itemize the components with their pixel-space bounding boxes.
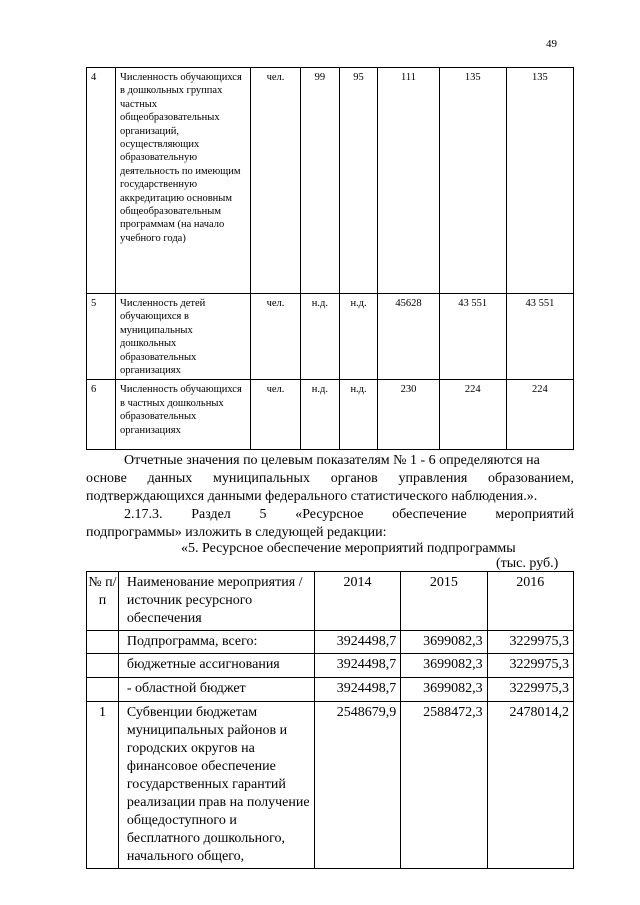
row-name: бюджетные ассигнования xyxy=(118,654,314,678)
value-cell: 95 xyxy=(339,68,378,294)
indicator-name: Численность детей обучающихся в муниципальных дошкольных образовательных организациях xyxy=(116,294,251,380)
row-number: 5 xyxy=(87,294,116,380)
table-row xyxy=(87,380,574,450)
value-cell: 224 xyxy=(439,380,506,450)
paragraph-line: Отчетные значения по целевым показателям № 1 - 6 определяются на xyxy=(124,453,540,468)
value-cell: 135 xyxy=(439,68,506,294)
unit-cell: чел. xyxy=(251,294,301,380)
header-name: Наименование мероприятия / источник ресурсного обеспечения xyxy=(118,572,314,631)
value-cell: 3924498,7 xyxy=(314,654,400,678)
table-row xyxy=(87,294,574,380)
header-num: № п/п xyxy=(87,572,119,631)
header-year: 2014 xyxy=(314,572,400,631)
row-number xyxy=(87,654,119,678)
value-cell: 2478014,2 xyxy=(487,702,573,869)
indicator-name: Численность обучающихся в частных дошкольных образовательных организациях xyxy=(116,380,251,450)
value-cell: н.д. xyxy=(339,380,378,450)
row-name: Подпрограмма, всего: xyxy=(118,631,314,654)
table-row xyxy=(87,654,574,678)
value-cell: 3924498,7 xyxy=(314,631,400,654)
row-name: - областной бюджет xyxy=(118,678,314,702)
row-number xyxy=(87,678,119,702)
page-number: 49 xyxy=(546,38,557,50)
value-cell: н.д. xyxy=(301,380,340,450)
table-row xyxy=(87,678,574,702)
paragraph-line: основе данных муниципальных органов управления образованием, xyxy=(86,471,574,486)
value-cell: 111 xyxy=(378,68,439,294)
row-number: 6 xyxy=(87,380,116,450)
table-row xyxy=(87,631,574,654)
value-cell: 43 551 xyxy=(439,294,506,380)
value-cell: 3229975,3 xyxy=(487,631,573,654)
value-cell: н.д. xyxy=(301,294,340,380)
row-number: 4 xyxy=(87,68,116,294)
row-number: 1 xyxy=(87,702,119,869)
units-note: (тыс. руб.) xyxy=(496,556,559,571)
table-row xyxy=(87,68,574,294)
value-cell: 3699082,3 xyxy=(401,631,487,654)
unit-cell: чел. xyxy=(251,68,301,294)
paragraph-line: подтверждающихся данными федерального статистического наблюдения.». xyxy=(86,489,538,504)
value-cell: 45628 xyxy=(378,294,439,380)
value-cell: 3699082,3 xyxy=(401,654,487,678)
value-cell: 3924498,7 xyxy=(314,678,400,702)
value-cell: 230 xyxy=(378,380,439,450)
table-row xyxy=(87,702,574,869)
value-cell: 3699082,3 xyxy=(401,678,487,702)
indicators-table xyxy=(86,67,574,450)
paragraph-section-5 xyxy=(86,506,574,542)
indicator-name: Численность обучающихся в дошкольных группах частных общеобразовательных организаций, осуществляющих образовательную деятельность по имеющим государственную аккредитацию основным общеобразовательным программам (на начало учебного года) xyxy=(116,68,251,294)
value-cell: н.д. xyxy=(339,294,378,380)
section-title: «5. Ресурсное обеспечение мероприятий подпрограммы xyxy=(181,541,516,556)
header-year: 2015 xyxy=(401,572,487,631)
value-cell: 43 551 xyxy=(506,294,573,380)
value-cell: 3229975,3 xyxy=(487,654,573,678)
value-cell: 135 xyxy=(506,68,573,294)
paragraph-line: 2.17.3. Раздел 5 «Ресурсное обеспечение мероприятий xyxy=(124,507,574,522)
resources-table xyxy=(86,571,574,869)
value-cell: 99 xyxy=(301,68,340,294)
paragraph-line: подпрограммы» изложить в следующей редакции: xyxy=(86,525,387,540)
value-cell: 224 xyxy=(506,380,573,450)
table-header-row xyxy=(87,572,574,631)
paragraph-reporting xyxy=(86,452,574,506)
value-cell: 2588472,3 xyxy=(401,702,487,869)
row-number xyxy=(87,631,119,654)
value-cell: 3229975,3 xyxy=(487,678,573,702)
value-cell: 2548679,9 xyxy=(314,702,400,869)
header-year: 2016 xyxy=(487,572,573,631)
row-name: Субвенции бюджетам муниципальных районов и городских округов на финансовое обеспечение государственных гарантий реализации прав на получение общедоступного и бесплатного дошкольного, начального общего, xyxy=(118,702,314,869)
unit-cell: чел. xyxy=(251,380,301,450)
